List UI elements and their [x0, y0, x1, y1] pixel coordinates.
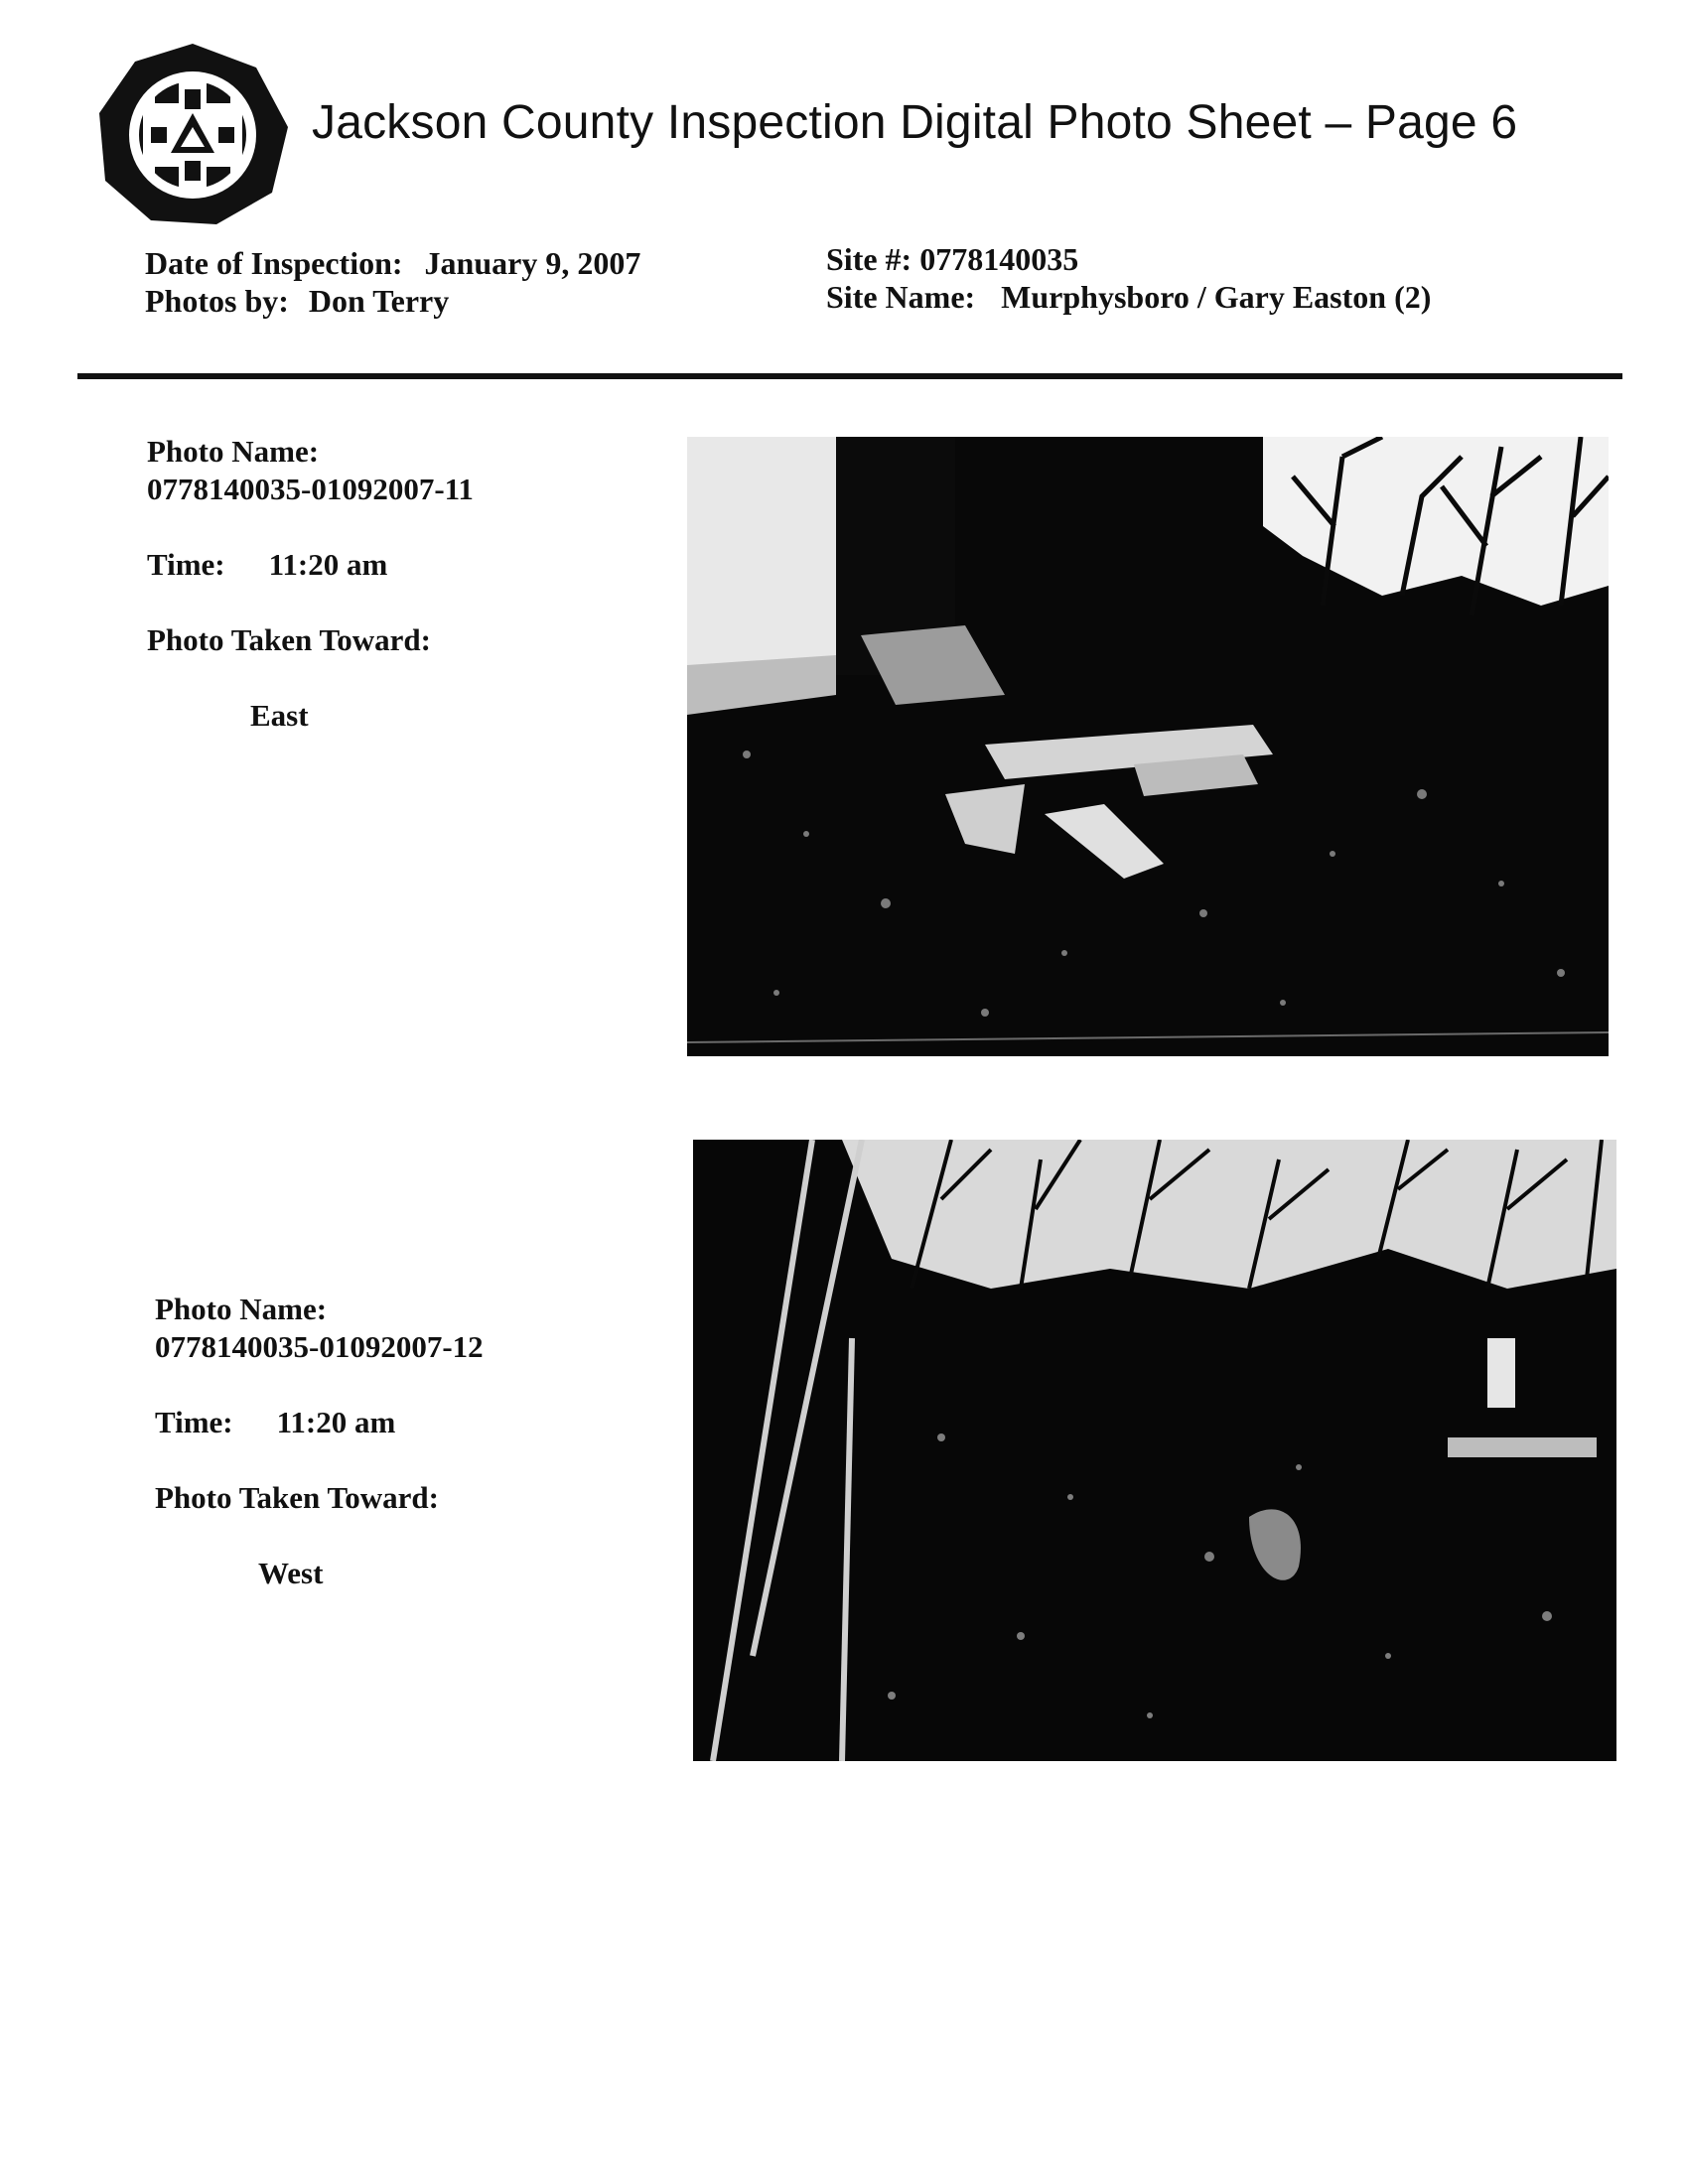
site-photo-2 — [693, 1140, 1616, 1761]
photo-time-row — [155, 1404, 484, 1441]
inspection-meta-right — [826, 240, 1431, 316]
inspection-date-label: Date of Inspection: — [145, 245, 403, 281]
site-photo-1 — [687, 437, 1609, 1056]
site-name-label: Site Name: — [826, 279, 976, 315]
header-divider — [77, 373, 1622, 379]
site-name-value: Murphysboro / Gary Easton (2) — [1001, 279, 1432, 315]
photos-by-row — [145, 282, 640, 320]
inspection-date-row — [145, 244, 640, 282]
photo-name-label: Photo Name: — [155, 1292, 328, 1326]
photos-by-value: Don Terry — [308, 283, 450, 319]
page-title: Jackson County Inspection Digital Photo Sheet – Page 6 — [312, 96, 1518, 149]
photo-info-1 — [147, 433, 474, 735]
photos-by-label: Photos by: — [145, 283, 289, 319]
site-number-value: 0778140035 — [919, 241, 1079, 277]
photo-name-value: 0778140035-01092007-12 — [155, 1329, 484, 1364]
photo-time-value: 11:20 am — [268, 547, 388, 582]
photo-time-value: 11:20 am — [276, 1405, 396, 1439]
inspection-date-value: January 9, 2007 — [424, 245, 641, 281]
site-number-row — [826, 240, 1431, 278]
site-name-row — [826, 278, 1431, 316]
photo-name-label: Photo Name: — [147, 434, 320, 469]
photo-time-label: Time: — [147, 547, 225, 582]
photo-direction-value: East — [250, 698, 309, 733]
photo-info-2 — [155, 1291, 484, 1592]
photo-direction-label: Photo Taken Toward: — [155, 1480, 439, 1515]
site-number-label: Site #: — [826, 241, 912, 277]
county-seal-icon — [95, 42, 290, 226]
photo-direction-value: West — [258, 1556, 324, 1590]
photo-name-value: 0778140035-01092007-11 — [147, 472, 474, 506]
photo-time-label: Time: — [155, 1405, 233, 1439]
photo-direction-label: Photo Taken Toward: — [147, 622, 431, 657]
photo-time-row — [147, 546, 474, 584]
inspection-meta-left — [145, 244, 640, 320]
